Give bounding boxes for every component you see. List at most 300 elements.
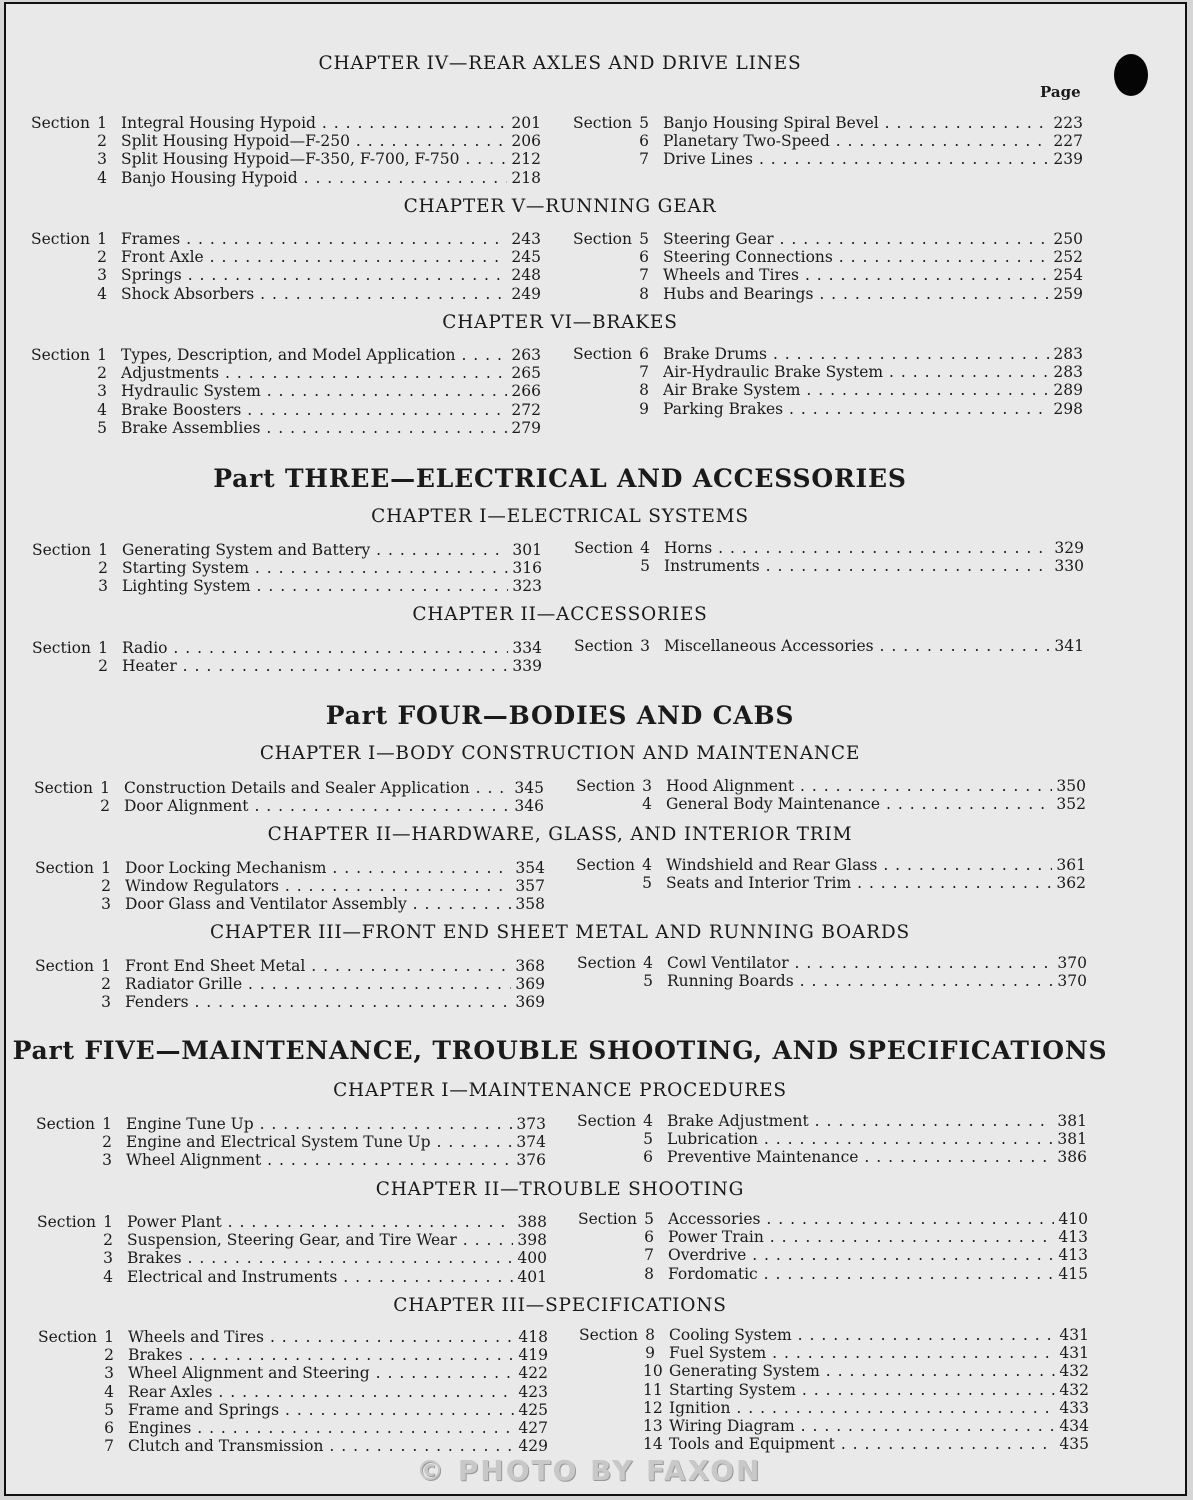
page-number: 410	[1058, 1210, 1088, 1228]
section-title: Types, Description, and Model Application . . .	[121, 346, 507, 364]
section-title: Wheels and Tires . . .	[663, 266, 1049, 284]
toc-entry	[31, 169, 541, 187]
page-number: 434	[1059, 1416, 1089, 1435]
toc-entry	[31, 401, 541, 419]
toc-entry	[579, 1399, 1089, 1417]
section-label: Section	[32, 541, 91, 559]
toc-entry	[36, 1151, 546, 1169]
page-number: 341	[1054, 637, 1084, 655]
page-number: 422	[518, 1364, 548, 1383]
section-title: Wiring Diagram . . .	[669, 1417, 1055, 1435]
section-number: 2	[101, 975, 111, 994]
toc-entry	[34, 797, 544, 815]
toc-entry	[31, 150, 541, 168]
section-number: 4	[643, 1112, 653, 1130]
section-title: Lighting System . . .	[122, 577, 508, 595]
section-title: Door Alignment . . .	[124, 797, 510, 815]
section-title: Seats and Interior Trim . . .	[666, 874, 1052, 892]
page-number: 323	[512, 577, 542, 596]
page-number: 329	[1054, 539, 1084, 557]
page-number: 427	[518, 1418, 548, 1437]
section-label: Section	[32, 639, 91, 657]
toc-entry	[573, 230, 1083, 248]
toc-entry	[578, 1228, 1088, 1246]
page-number: 265	[511, 364, 541, 383]
section-number: 2	[98, 559, 108, 578]
section-number: 3	[104, 1364, 114, 1383]
page-number: 370	[1057, 954, 1087, 972]
section-title: Lubrication . . .	[667, 1130, 1053, 1148]
section-number: 3	[101, 993, 111, 1012]
toc-block	[35, 859, 545, 914]
toc-entry	[579, 1381, 1089, 1399]
toc-entry	[31, 419, 541, 437]
section-title: Steering Connections . . .	[663, 248, 1049, 266]
section-number: 11	[643, 1380, 663, 1399]
toc-entry	[577, 972, 1087, 990]
section-label: Section	[576, 856, 635, 874]
toc-entry	[573, 114, 1083, 132]
section-label: Section	[576, 777, 635, 795]
toc-block	[576, 777, 1086, 813]
section-number: 5	[642, 874, 652, 893]
section-title: Steering Gear . . .	[663, 230, 1049, 248]
page-number: 376	[516, 1151, 546, 1170]
toc-block	[31, 114, 541, 187]
section-label: Section	[34, 779, 93, 797]
page-number: 432	[1059, 1362, 1089, 1381]
section-number: 8	[639, 381, 649, 400]
section-number: 5	[639, 114, 649, 132]
page-number: 386	[1057, 1148, 1087, 1167]
section-number: 14	[643, 1435, 663, 1454]
toc-entry	[35, 957, 545, 975]
section-title: Adjustments . . .	[121, 364, 507, 382]
section-number: 2	[101, 877, 111, 896]
section-title: Brake Adjustment . . .	[667, 1112, 1053, 1130]
page-number: 298	[1053, 399, 1083, 418]
section-number: 3	[97, 150, 107, 169]
toc-entry	[573, 363, 1083, 381]
toc-entry	[36, 1133, 546, 1151]
section-title: Air Brake System . . .	[663, 381, 1049, 399]
section-title: Starting System . . .	[669, 1381, 1055, 1399]
page-column-label: Page	[1040, 83, 1081, 101]
toc-entry	[38, 1364, 548, 1382]
section-number: 4	[104, 1382, 114, 1401]
section-number: 6	[644, 1228, 654, 1247]
toc-block	[573, 345, 1083, 418]
section-number: 3	[97, 382, 107, 401]
page-number: 334	[512, 639, 542, 657]
toc-entry	[31, 132, 541, 150]
section-label: Section	[574, 539, 633, 557]
toc-entry	[573, 150, 1083, 168]
page-number: 272	[511, 400, 541, 419]
section-title: Wheels and Tires . . .	[128, 1328, 514, 1346]
toc-entry	[38, 1437, 548, 1455]
section-title: Drive Lines . . .	[663, 150, 1049, 168]
page-number: 432	[1059, 1380, 1089, 1399]
section-number: 2	[98, 657, 108, 676]
section-number: 4	[642, 856, 652, 874]
page-number: 279	[511, 418, 541, 437]
section-title: Frames . . .	[121, 230, 507, 248]
section-number: 3	[640, 637, 650, 655]
section-title: Air-Hydraulic Brake System . . .	[663, 363, 1049, 381]
page-number: 250	[1053, 230, 1083, 248]
page-number: 413	[1058, 1246, 1088, 1265]
section-number: 3	[101, 895, 111, 914]
page-number: 415	[1058, 1264, 1088, 1283]
page-number: 381	[1057, 1130, 1087, 1149]
page-number: 259	[1053, 284, 1083, 303]
section-title: Wheel Alignment . . .	[126, 1151, 512, 1169]
page-number: 266	[511, 382, 541, 401]
section-label: Section	[35, 859, 94, 877]
toc-entry	[31, 285, 541, 303]
toc-entry	[577, 1130, 1087, 1148]
page-number: 316	[512, 559, 542, 578]
toc-entry	[35, 859, 545, 877]
toc-entry	[35, 975, 545, 993]
section-number: 3	[97, 266, 107, 285]
section-number: 1	[101, 859, 111, 877]
section-label: Section	[31, 230, 90, 248]
page-number: 346	[514, 797, 544, 816]
toc-entry	[32, 577, 542, 595]
section-title: Cooling System . . .	[669, 1326, 1055, 1344]
section-title: Engines . . .	[128, 1419, 514, 1437]
section-number: 6	[639, 132, 649, 151]
toc-block	[37, 1213, 547, 1286]
section-title: Heater . . .	[122, 657, 508, 675]
toc-entry	[577, 1112, 1087, 1130]
toc-entry	[35, 895, 545, 913]
section-number: 5	[104, 1400, 114, 1419]
chapter-heading: CHAPTER VI—BRAKES	[442, 312, 678, 333]
section-label: Section	[31, 114, 90, 132]
section-label: Section	[574, 637, 633, 655]
section-title: Brake Drums . . .	[663, 345, 1049, 363]
part-heading: Part FIVE—MAINTENANCE, TROUBLE SHOOTING, AND SPECIFICATIONS	[12, 1036, 1108, 1065]
section-number: 5	[97, 418, 107, 437]
section-label: Section	[35, 957, 94, 975]
section-title: Engine and Electrical System Tune Up . . .	[126, 1133, 512, 1151]
section-number: 9	[639, 399, 649, 418]
page-number: 400	[517, 1249, 547, 1268]
section-label: Section	[573, 345, 632, 363]
page-number: 345	[514, 779, 544, 797]
section-number: 1	[104, 1328, 114, 1346]
section-title: Rear Axles . . .	[128, 1383, 514, 1401]
section-number: 8	[645, 1326, 655, 1344]
toc-entry	[576, 856, 1086, 874]
toc-entry	[574, 637, 1084, 655]
toc-entry	[578, 1265, 1088, 1283]
page-number: 413	[1058, 1228, 1088, 1247]
section-number: 4	[103, 1267, 113, 1286]
section-title: Overdrive . . .	[668, 1246, 1054, 1264]
toc-entry	[573, 132, 1083, 150]
toc-block	[32, 541, 542, 596]
toc-block	[31, 230, 541, 303]
section-number: 4	[643, 954, 653, 972]
toc-page	[4, 2, 1187, 1496]
punch-hole	[1114, 54, 1148, 96]
page-number: 283	[1053, 345, 1083, 363]
toc-entry	[37, 1268, 547, 1286]
section-number: 7	[644, 1246, 654, 1265]
section-number: 7	[104, 1437, 114, 1456]
section-number: 7	[639, 363, 649, 382]
toc-entry	[579, 1326, 1089, 1344]
section-number: 3	[98, 577, 108, 596]
section-label: Section	[577, 1112, 636, 1130]
page-number: 381	[1057, 1112, 1087, 1130]
section-title: General Body Maintenance . . .	[666, 795, 1052, 813]
section-number: 2	[104, 1346, 114, 1365]
toc-entry	[32, 657, 542, 675]
section-title: Running Boards . . .	[667, 972, 1053, 990]
section-number: 13	[643, 1416, 663, 1435]
toc-entry	[38, 1419, 548, 1437]
section-title: Suspension, Steering Gear, and Tire Wear . . .	[127, 1231, 513, 1249]
toc-entry	[573, 381, 1083, 399]
section-number: 4	[640, 539, 650, 557]
toc-block	[36, 1115, 546, 1170]
page-number: 401	[517, 1267, 547, 1286]
section-number: 6	[104, 1418, 114, 1437]
section-label: Section	[578, 1210, 637, 1228]
section-label: Section	[573, 114, 632, 132]
section-title: Brake Assemblies . . .	[121, 419, 507, 437]
toc-entry	[37, 1231, 547, 1249]
section-number: 5	[643, 1130, 653, 1149]
toc-entry	[578, 1210, 1088, 1228]
section-title: Banjo Housing Spiral Bevel . . .	[663, 114, 1049, 132]
page-number: 289	[1053, 381, 1083, 400]
toc-entry	[32, 541, 542, 559]
toc-entry	[32, 559, 542, 577]
section-number: 8	[644, 1264, 654, 1283]
page-number: 206	[511, 132, 541, 151]
section-number: 5	[640, 557, 650, 576]
section-title: Integral Housing Hypoid . . .	[121, 114, 507, 132]
page-number: 354	[515, 859, 545, 877]
section-title: Miscellaneous Accessories . . .	[664, 637, 1050, 655]
page-number: 263	[511, 346, 541, 364]
section-number: 1	[97, 114, 107, 132]
section-number: 3	[102, 1151, 112, 1170]
section-number: 1	[103, 1213, 113, 1231]
page-number: 212	[511, 150, 541, 169]
page-number: 369	[515, 975, 545, 994]
page-number: 369	[515, 993, 545, 1012]
section-title: Brakes . . .	[127, 1249, 513, 1267]
chapter-heading: CHAPTER V—RUNNING GEAR	[403, 196, 717, 217]
page-number: 429	[518, 1437, 548, 1456]
page-number: 433	[1059, 1398, 1089, 1417]
toc-entry	[579, 1435, 1089, 1453]
section-title: Power Train . . .	[668, 1228, 1054, 1246]
section-number: 2	[97, 248, 107, 267]
toc-block	[577, 1112, 1087, 1167]
page-number: 370	[1057, 972, 1087, 991]
toc-block	[573, 230, 1083, 303]
section-label: Section	[36, 1115, 95, 1133]
toc-entry	[577, 954, 1087, 972]
toc-entry	[36, 1115, 546, 1133]
section-label: Section	[37, 1213, 96, 1231]
section-number: 1	[98, 639, 108, 657]
section-title: Fuel System . . .	[669, 1344, 1055, 1362]
section-number: 7	[639, 150, 649, 169]
page-number: 431	[1059, 1326, 1089, 1344]
toc-entry	[31, 346, 541, 364]
page-number: 358	[515, 895, 545, 914]
section-number: 3	[103, 1249, 113, 1268]
toc-entry	[38, 1328, 548, 1346]
section-title: Preventive Maintenance . . .	[667, 1148, 1053, 1166]
section-label: Section	[579, 1326, 638, 1344]
section-title: Hydraulic System . . .	[121, 382, 507, 400]
section-title: Split Housing Hypoid—F-250 . . .	[121, 132, 507, 150]
section-title: Clutch and Transmission . . .	[128, 1437, 514, 1455]
section-title: Springs . . .	[121, 266, 507, 284]
page-number: 254	[1053, 266, 1083, 285]
page-number: 218	[511, 168, 541, 187]
page-number: 227	[1053, 132, 1083, 151]
toc-entry	[579, 1344, 1089, 1362]
section-number: 1	[97, 346, 107, 364]
watermark: © PHOTO BY FAXON	[416, 1454, 762, 1487]
section-title: Hubs and Bearings . . .	[663, 285, 1049, 303]
section-title: Construction Details and Sealer Application . . .	[124, 779, 510, 797]
section-title: Hood Alignment . . .	[666, 777, 1052, 795]
toc-entry	[31, 230, 541, 248]
section-number: 2	[97, 364, 107, 383]
section-number: 1	[102, 1115, 112, 1133]
toc-block	[38, 1328, 548, 1455]
page-number: 373	[516, 1115, 546, 1133]
section-title: Instruments . . .	[664, 557, 1050, 575]
toc-entry	[35, 993, 545, 1011]
page-number: 361	[1056, 856, 1086, 874]
section-title: Front Axle . . .	[121, 248, 507, 266]
page-number: 339	[512, 657, 542, 676]
section-title: Windshield and Rear Glass . . .	[666, 856, 1052, 874]
toc-entry	[38, 1346, 548, 1364]
section-title: Power Plant . . .	[127, 1213, 513, 1231]
section-number: 1	[97, 230, 107, 248]
page-number: 248	[511, 266, 541, 285]
section-title: Brake Boosters . . .	[121, 401, 507, 419]
toc-entry	[31, 248, 541, 266]
page-number: 252	[1053, 248, 1083, 267]
toc-entry	[577, 1148, 1087, 1166]
section-title: Planetary Two-Speed . . .	[663, 132, 1049, 150]
toc-entry	[573, 266, 1083, 284]
toc-entry	[38, 1383, 548, 1401]
part-heading: Part THREE—ELECTRICAL AND ACCESSORIES	[213, 464, 907, 493]
section-number: 4	[97, 168, 107, 187]
page-number: 431	[1059, 1344, 1089, 1363]
section-title: Door Locking Mechanism . . .	[125, 859, 511, 877]
part-heading: Part FOUR—BODIES AND CABS	[325, 701, 795, 730]
section-title: Cowl Ventilator . . .	[667, 954, 1053, 972]
toc-entry	[573, 345, 1083, 363]
section-title: Starting System . . .	[122, 559, 508, 577]
section-label: Section	[573, 230, 632, 248]
section-number: 1	[100, 779, 110, 797]
toc-entry	[579, 1362, 1089, 1380]
page-number: 330	[1054, 557, 1084, 576]
section-title: Split Housing Hypoid—F-350, F-700, F-750 . . .	[121, 150, 507, 168]
chapter-heading: CHAPTER I—BODY CONSTRUCTION AND MAINTENANCE	[259, 743, 861, 764]
page-number: 223	[1053, 114, 1083, 132]
section-title: Banjo Housing Hypoid . . .	[121, 169, 507, 187]
page-number: 362	[1056, 874, 1086, 893]
section-number: 6	[643, 1148, 653, 1167]
toc-block	[31, 346, 541, 437]
page-number: 245	[511, 248, 541, 267]
toc-block	[573, 114, 1083, 169]
page-number: 419	[518, 1346, 548, 1365]
section-number: 6	[639, 248, 649, 267]
section-number: 4	[97, 400, 107, 419]
page-number: 418	[518, 1328, 548, 1346]
section-number: 12	[643, 1398, 663, 1417]
toc-block	[34, 779, 544, 815]
section-number: 7	[639, 266, 649, 285]
section-number: 5	[643, 972, 653, 991]
section-number: 4	[97, 284, 107, 303]
section-number: 8	[639, 284, 649, 303]
section-label: Section	[38, 1328, 97, 1346]
toc-entry	[32, 639, 542, 657]
chapter-heading: CHAPTER II—ACCESSORIES	[412, 604, 708, 625]
section-title: Generating System . . .	[669, 1362, 1055, 1380]
toc-entry	[574, 557, 1084, 575]
page-number: 368	[515, 957, 545, 975]
section-title: Electrical and Instruments . . .	[127, 1268, 513, 1286]
page-number: 423	[518, 1382, 548, 1401]
page-number: 357	[515, 877, 545, 896]
page-number: 239	[1053, 150, 1083, 169]
toc-block	[579, 1326, 1089, 1453]
section-title: Horns . . .	[664, 539, 1050, 557]
section-number: 3	[642, 777, 652, 795]
section-title: Door Glass and Ventilator Assembly . . .	[125, 895, 511, 913]
section-title: Front End Sheet Metal . . .	[125, 957, 511, 975]
section-number: 1	[101, 957, 111, 975]
section-number: 5	[644, 1210, 654, 1228]
page-number: 301	[512, 541, 542, 559]
section-label: Section	[577, 954, 636, 972]
page-number: 398	[517, 1231, 547, 1250]
section-title: Frame and Springs . . .	[128, 1401, 514, 1419]
toc-entry	[576, 777, 1086, 795]
section-title: Window Regulators . . .	[125, 877, 511, 895]
toc-entry	[35, 877, 545, 895]
toc-entry	[573, 285, 1083, 303]
section-title: Accessories . . .	[668, 1210, 1054, 1228]
toc-entry	[576, 795, 1086, 813]
page-number: 352	[1056, 795, 1086, 814]
toc-entry	[31, 266, 541, 284]
toc-entry	[38, 1401, 548, 1419]
